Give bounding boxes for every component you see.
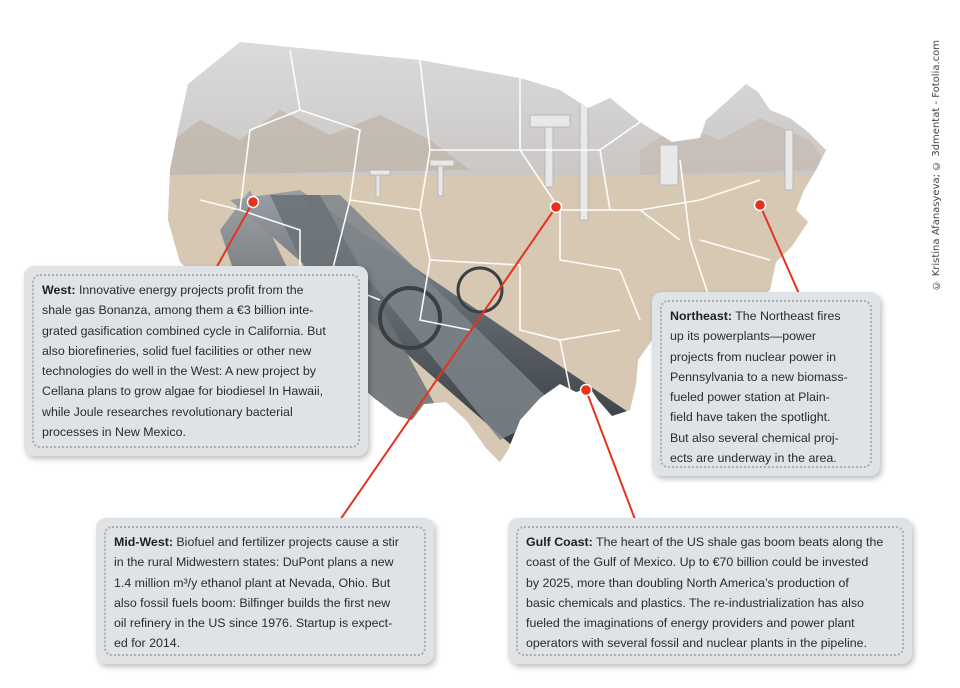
northeast-callout <box>652 292 880 476</box>
gulf-marker <box>581 385 592 396</box>
northeast-marker <box>755 200 766 211</box>
photo-credit: © Kristina Afanasyeva; © 3dmentat - Fotolia.com <box>931 40 942 291</box>
west-text: West: Innovative energy projects profit from the shale gas Bonanza, among them a €3 billion inte- grated gasification combined cycle in California. But also biorefineries, solid fuel facilities or other new technologies do well in the West: A new project by Cellana plans to grow algae for biodiesel In Hawaii, while Joule researches revolutionary bacterial processes in New Mexico. <box>42 283 326 440</box>
west-callout <box>24 266 368 456</box>
midwest-callout <box>96 518 434 664</box>
gulf-coast-callout <box>508 518 912 664</box>
midwest-marker <box>551 202 562 213</box>
midwest-heading: Mid-West: <box>114 535 173 549</box>
west-marker <box>248 197 259 208</box>
northeast-heading: Northeast: <box>670 309 732 323</box>
west-heading: West: <box>42 283 76 297</box>
gulf-heading: Gulf Coast: <box>526 535 593 549</box>
gulf-text: Gulf Coast: The heart of the US shale gas boom beats along the coast of the Gulf of Mexico. Up to €70 billion could be invested by 2025, more than doubling North America’s production of basic chemicals and plastics. The re-industrialization has also fueled the imaginations of energy providers and power plant operators with several fossil and nuclear plants in the pipeline. <box>526 535 884 651</box>
northeast-text: Northeast: The Northeast fires up its powerplants—power projects from nuclear power in Pennsylvania to a new biomass- fueled power station at Plain- field have taken the spotlight. But also several chemical proj- ects are underway in the area. <box>670 309 848 466</box>
midwest-text: Mid-West: Biofuel and fertilizer projects cause a stir in the rural Midwestern states: DuPont plans a new 1.4 million m³/y ethanol plant at Nevada, Ohio. But also fossil fuels boom: Bilfinger builds the first new oil refinery in the US since 1976. Startup is expect- ed for 2014. <box>114 535 399 651</box>
